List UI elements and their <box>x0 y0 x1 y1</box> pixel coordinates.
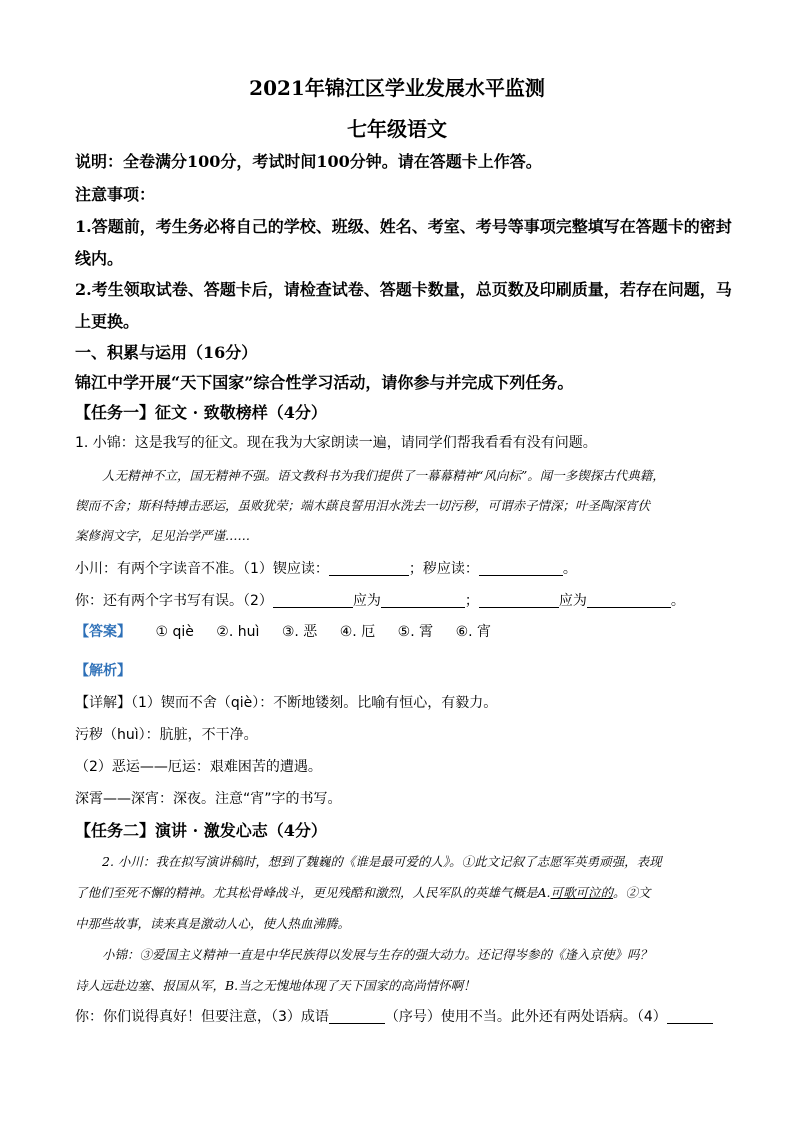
answer-blank-3[interactable] <box>273 593 353 608</box>
section-heading: 一、积累与运用（16分） <box>75 343 258 362</box>
answer-blank-7[interactable] <box>329 1009 385 1024</box>
answer-row <box>75 621 509 641</box>
essay-line-3: 案修润文字，足见治学严谨…… <box>75 528 251 543</box>
essay-line-2: 锲而不舍；斯科特搏击恶运，虽败犹荣；端木蕻良誓用泪水洗去一切污秽，可谓赤子情深；叶圣陶深宵伏 <box>75 498 651 513</box>
answer-blank-5[interactable] <box>479 593 559 608</box>
task-two-heading: 【任务二】演讲 · 激发心志（4分） <box>75 821 327 840</box>
answer-label: 【答案】 <box>75 624 131 640</box>
you-text-d: 应为 <box>558 593 587 609</box>
page-title: 2021年锦江区学业发展水平监测 <box>249 76 545 100</box>
detail-line-2: 污秽（huì）：肮脏，不干净。 <box>75 727 258 743</box>
answer-item-3: ③. 恶 <box>281 624 318 640</box>
speech-line-1: 2. 小川：我在拟写演讲稿时，想到了魏巍的《谁是最可爱的人》。①此文记叙了志愿军英勇顽强，表现 <box>102 854 662 869</box>
speech-line-2 <box>75 883 651 901</box>
detail-line-3: （2）恶运——厄运：艰难困苦的遭遇。 <box>75 759 322 775</box>
xiaochuan-text-c: 。 <box>562 561 577 577</box>
caution-item-2-cont: 上更换。 <box>75 312 140 331</box>
answer-blank-8[interactable] <box>667 1009 713 1024</box>
answer-blank-6[interactable] <box>587 593 671 608</box>
xiaochuan-text-a: 小川：有两个字读音不准。（1）锲应读： <box>75 561 329 577</box>
speech-line-3: 中那些故事，读来真是激动人心，使人热血沸腾。 <box>75 916 351 931</box>
answer-item-5: ⑤. 霄 <box>397 624 434 640</box>
speech-line-2-a: 了他们至死不懈的精神。尤其松骨峰战斗，更见残酷和激烈，人民军队的英雄气概是A. <box>75 885 551 900</box>
xiaochuan-text-b: ；秽应读： <box>408 561 479 577</box>
underlined-phrase: 可歌可泣的 <box>550 885 614 900</box>
task-one-heading: 【任务一】征文 · 致敬榜样（4分） <box>75 403 327 422</box>
detail-line-1: 【详解】（1）锲而不舍（qiè）：不断地镂刻。比喻有恒心，有毅力。 <box>75 695 498 711</box>
speech-line-5: 诗人远赴边塞、报国从军，B.当之无愧地体现了天下国家的高尚情怀啊！ <box>75 978 476 993</box>
answer-item-1: ① qiè <box>155 624 194 640</box>
answer-item-4: ④. 厄 <box>339 624 376 640</box>
speech-line-2-b: 。②文 <box>613 885 651 900</box>
caution-item-1-cont: 线内。 <box>75 249 124 268</box>
last-text-b: （序号）使用不当。此外还有两处语病。（4） <box>384 1009 667 1025</box>
caution-label: 注意事项： <box>75 185 156 204</box>
last-line <box>75 1006 713 1026</box>
you-text-c: ； <box>464 593 479 609</box>
detail-line-4: 深霄——深宵：深夜。注意“宵”字的书写。 <box>75 791 342 807</box>
answer-blank-4[interactable] <box>381 593 465 608</box>
question-1-intro: 1. 小锦：这是我写的征文。现在我为大家朗读一遍，请同学们帮我看看有没有问题。 <box>75 435 597 451</box>
last-text-a: 你：你们说得真好！但要注意，（3）成语 <box>75 1009 329 1025</box>
you-text-e: 。 <box>670 593 685 609</box>
xiaochuan-line <box>75 558 577 578</box>
caution-item-1: 1.答题前，考生务必将自己的学校、班级、姓名、考室、考号等事项完整填写在答题卡的密封 <box>75 217 732 236</box>
essay-line-1: 人无精神不立，国无精神不强。语文教科书为我们提供了一幕幕精神“风向标”。闻一多锲探古代典籍， <box>102 468 665 483</box>
answer-item-6: ⑥. 宵 <box>455 624 492 640</box>
page-subtitle: 七年级语文 <box>347 117 447 141</box>
you-text-a: 你：还有两个字书写有误。（2） <box>75 593 273 609</box>
section-intro: 锦江中学开展“天下国家”综合性学习活动，请你参与并完成下列任务。 <box>75 373 574 392</box>
you-line <box>75 590 685 610</box>
analysis-label: 【解析】 <box>75 663 131 679</box>
you-text-b: 应为 <box>352 593 381 609</box>
exam-note: 说明：全卷满分100分，考试时间100分钟。请在答题卡上作答。 <box>75 152 542 171</box>
speech-line-4: 小锦：③爱国主义精神一直是中华民族得以发展与生存的强大动力。还记得岑参的《逢入京使》吗？ <box>102 947 653 962</box>
answer-blank-2[interactable] <box>479 561 563 576</box>
caution-item-2: 2.考生领取试卷、答题卡后，请检查试卷、答题卡数量，总页数及印刷质量，若存在问题，马 <box>75 280 732 299</box>
answer-blank-1[interactable] <box>329 561 409 576</box>
answer-item-2: ②. huì <box>216 624 260 640</box>
